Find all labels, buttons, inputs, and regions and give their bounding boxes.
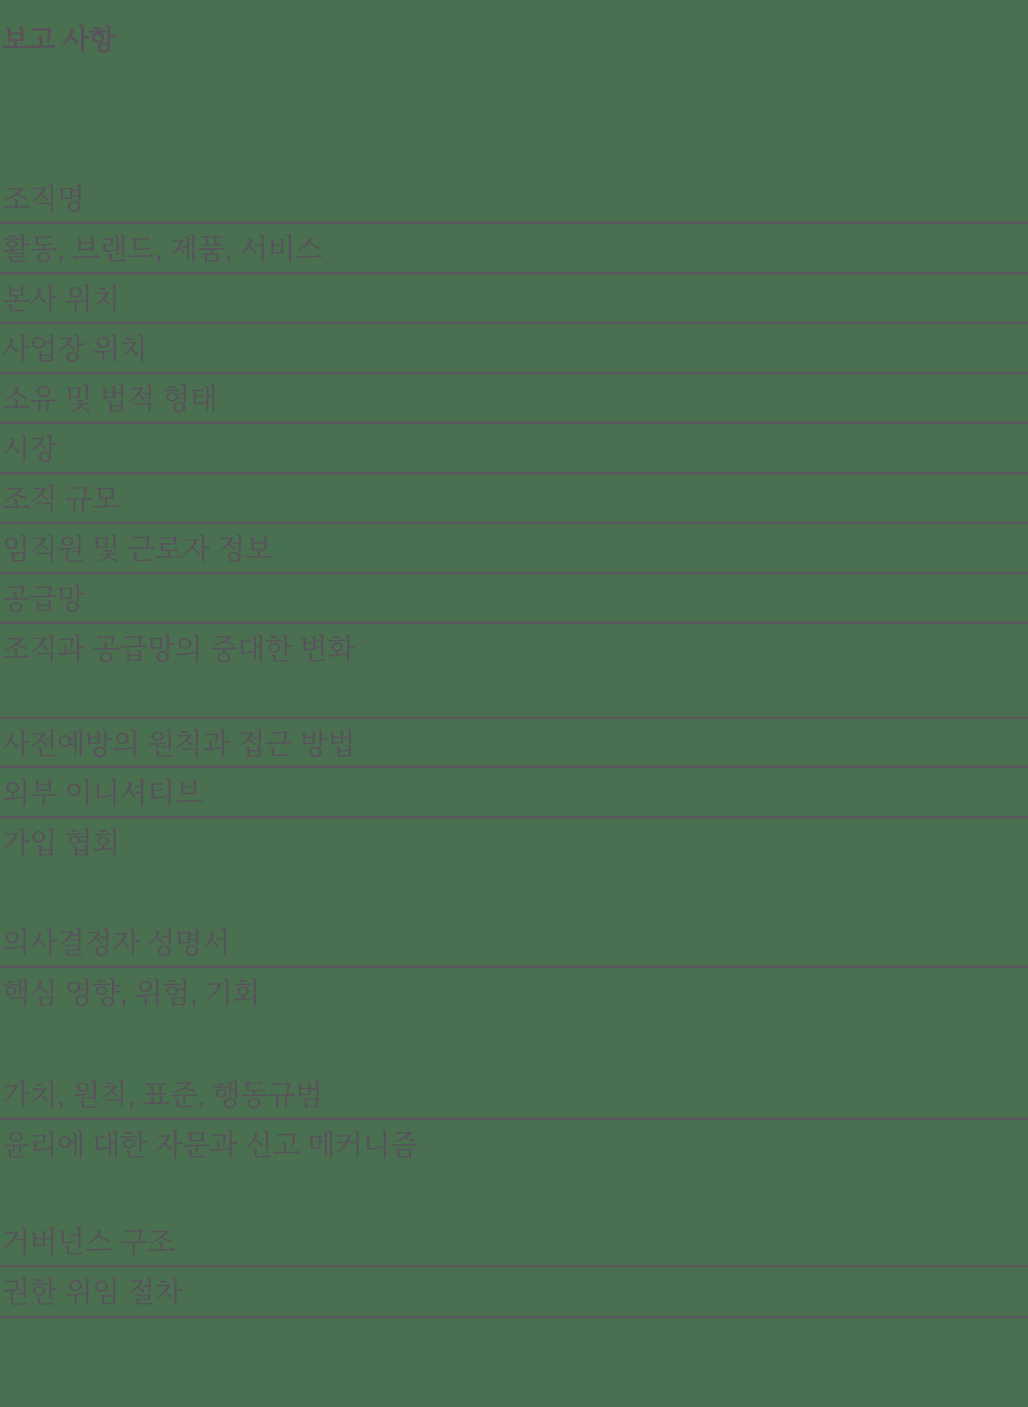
table-row: [0, 1217, 1028, 1267]
table-row: [0, 474, 1028, 524]
row-label: 사업장 위치: [2, 334, 148, 366]
row-label: 소유 및 법적 형태: [2, 384, 218, 416]
row-label: 사전예방의 원칙과 접근 방법: [2, 729, 355, 761]
table-row: [0, 768, 1028, 818]
table-row: [0, 1070, 1028, 1120]
report-items-table: [0, 174, 1028, 1318]
row-label: 윤리에 대한 자문과 신고 메커니즘: [2, 1130, 418, 1162]
section-gap: [0, 1170, 1028, 1217]
row-label: 의사결정자 성명서: [2, 928, 230, 960]
row-label: 가치, 원칙, 표준, 행동규범: [2, 1080, 323, 1112]
table-row: [0, 274, 1028, 324]
table-row: [0, 624, 1028, 719]
column-header-reporting-items: 보고 사항: [2, 24, 116, 55]
row-label: 외부 이니셔티브: [2, 778, 203, 810]
table-row: [0, 968, 1028, 1018]
section-gap: [0, 868, 1028, 918]
table-row: [0, 574, 1028, 624]
row-label: 가입 협회: [2, 828, 120, 860]
table-row: [0, 224, 1028, 274]
row-label: 활동, 브랜드, 제품, 서비스: [2, 234, 323, 266]
row-label: 핵심 영향, 위험, 기회: [2, 978, 260, 1010]
row-label: 조직 규모: [2, 484, 120, 516]
table-row: [0, 174, 1028, 224]
row-label: 공급망: [2, 584, 85, 616]
section-gap: [0, 1018, 1028, 1070]
row-label: 권한 위임 절차: [2, 1277, 183, 1309]
row-label: 시장: [2, 434, 58, 466]
table-row: [0, 818, 1028, 868]
row-label: 조직명: [2, 184, 85, 216]
table-row: [0, 374, 1028, 424]
table-row: [0, 918, 1028, 968]
row-label: 임직원 및 근로자 정보: [2, 534, 273, 566]
table-row: [0, 719, 1028, 768]
table-row: [0, 324, 1028, 374]
row-label: 조직과 공급망의 중대한 변화: [2, 634, 355, 666]
table-row: [0, 1267, 1028, 1318]
row-label: 거버넌스 구조: [2, 1227, 175, 1259]
table-row: [0, 424, 1028, 474]
row-label: 본사 위치: [2, 284, 120, 316]
table-row: [0, 524, 1028, 574]
table-row: [0, 1120, 1028, 1170]
